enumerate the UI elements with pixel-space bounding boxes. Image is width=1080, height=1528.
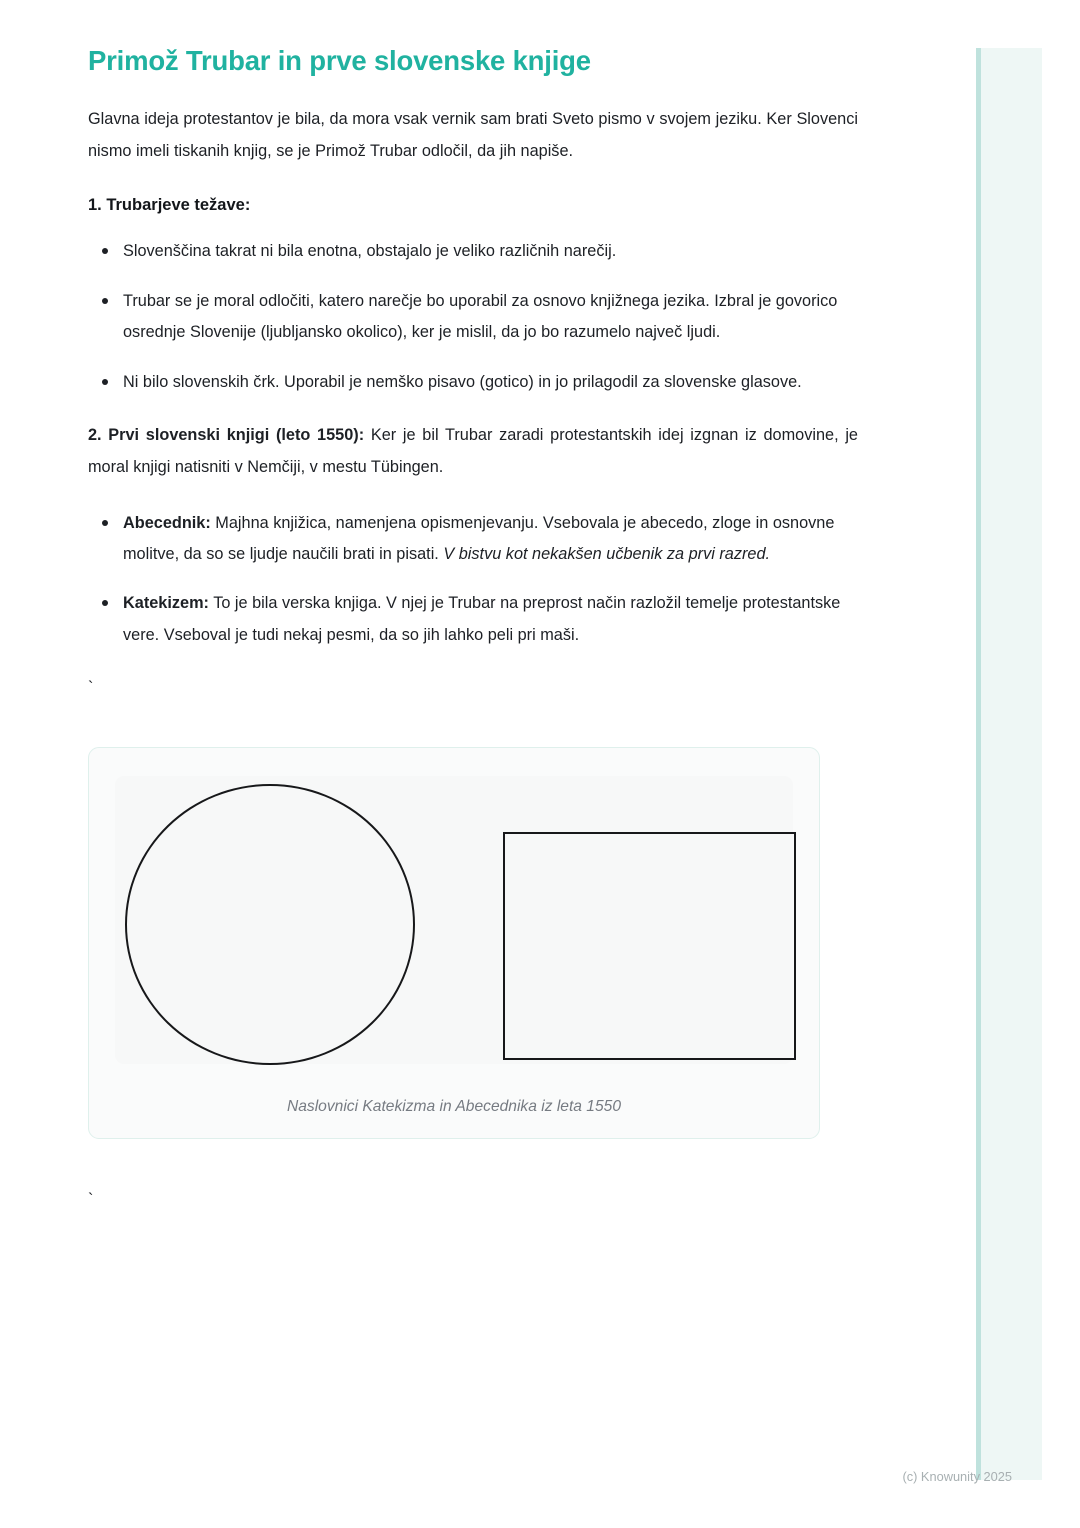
- footer-copyright: (c) Knowunity 2025: [902, 1469, 1012, 1484]
- section-2-lead-bold: 2. Prvi slovenski knjigi (leto 1550):: [88, 426, 365, 445]
- right-accent-strip: [976, 48, 1042, 1480]
- list-item-text: Majhna knjižica, namenjena opismenjevanju. Vsebovala je abecedo, zloge in osnovne molitve, da so se ljudje naučili brati in pisati.: [123, 513, 835, 564]
- list-item-italic-tail: V bistvu kot nekakšen učbenik za prvi razred.: [443, 545, 771, 564]
- page-title: Primož Trubar in prve slovenske knjige: [88, 45, 591, 76]
- list-item-text: Trubar se je moral odločiti, katero narečje bo uporabil za osnovo knjižnega jezika. Izbral je govorico osrednje Slovenije (ljubljansko okolico), ker je mislil, da jo bo razumelo največ ljudi.: [123, 291, 838, 342]
- list-item: [88, 508, 858, 571]
- section-2-bullet-list: [88, 508, 858, 652]
- bullet-dot-icon: [102, 248, 108, 254]
- stray-backtick-mark-1: `: [88, 679, 94, 698]
- rectangle-outline-shape: [503, 832, 796, 1060]
- bullet-dot-icon: [102, 298, 108, 304]
- list-item: [88, 367, 858, 398]
- figure-caption: Naslovnici Katekizma in Abecednika iz leta 1550: [286, 1098, 621, 1116]
- intro-paragraph: Glavna ideja protestantov je bila, da mora vsak vernik sam brati Sveto pismo v svojem jeziku. Ker Slovenci nismo imeli tiskanih knjig, se je Primož Trubar odločil, da jih napiše.: [88, 110, 858, 161]
- list-item-text: Slovenščina takrat ni bila enotna, obstajalo je veliko različnih narečij.: [123, 242, 617, 261]
- bullet-dot-icon: [102, 520, 108, 526]
- figure-canvas: [115, 776, 793, 1064]
- list-item: [88, 286, 858, 349]
- list-item-text: Ni bilo slovenskih črk. Uporabil je nemško pisavo (gotico) in jo prilagodil za slovenske glasove.: [123, 372, 802, 391]
- stray-backtick-mark-2: `: [88, 1191, 94, 1210]
- list-item-text: To je bila verska knjiga. V njej je Trubar na preprost način razložil temelje protestantske vere. Vseboval je tudi nekaj pesmi, da so jih lahko peli pri maši.: [123, 594, 841, 644]
- bullet-dot-icon: [102, 600, 108, 606]
- list-item-term: Katekizem:: [123, 594, 209, 613]
- section-1-heading: 1. Trubarjeve težave:: [88, 195, 251, 214]
- section-2-lead-paragraph: [88, 420, 858, 484]
- section-2-lead-rest: Ker je bil Trubar zaradi protestantskih idej izgnan iz domovine, je moral knjigi natisniti v Nemčiji, v mestu Tübingen.: [88, 426, 858, 476]
- list-item-term: Abecednik:: [123, 513, 211, 532]
- list-item: [88, 588, 858, 651]
- section-1-bullet-list: [88, 236, 858, 398]
- circle-outline-shape: [125, 784, 415, 1065]
- bullet-dot-icon: [102, 379, 108, 385]
- list-item: [88, 236, 858, 267]
- figure-container: [88, 747, 820, 1139]
